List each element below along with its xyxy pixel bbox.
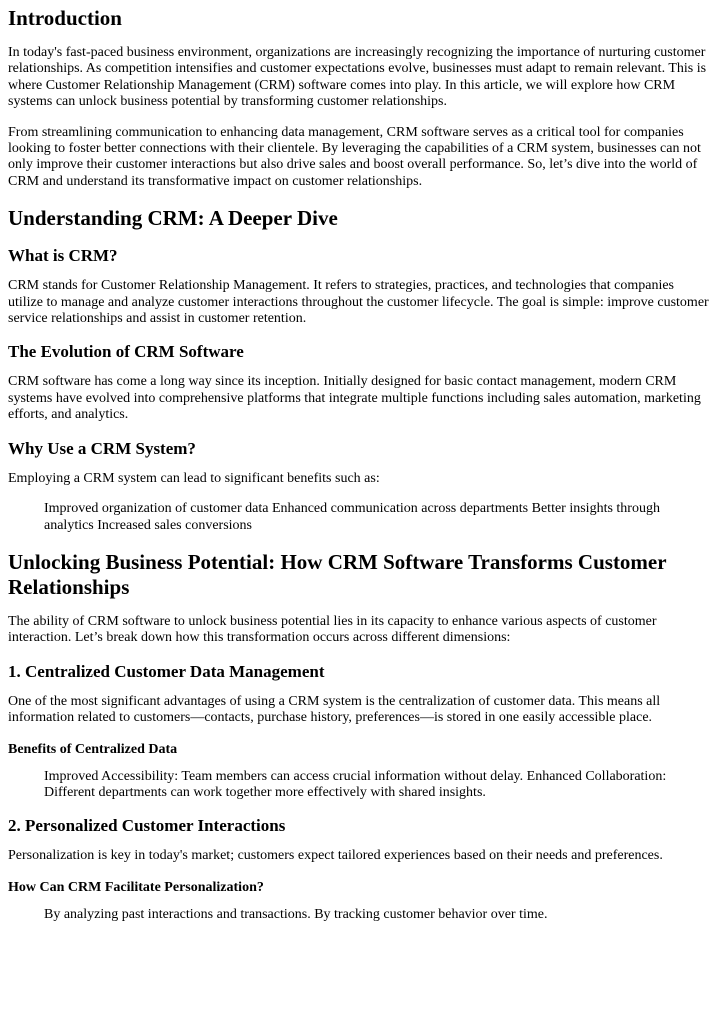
- centralized-benefits-heading: Benefits of Centralized Data: [8, 741, 178, 757]
- understanding-heading: Understanding CRM: A Deeper Dive: [8, 206, 338, 231]
- centralized-heading: 1. Centralized Customer Data Management: [8, 661, 325, 681]
- evolution-text: CRM software has come a long way since its inception. Initially designed for basic contact management, modern CRM systems have evolved into comprehensive platforms that integrate multiple functions including sales automation, marketing efforts, and analytics.: [8, 374, 701, 423]
- centralized-benefits-quote: Improved Accessibility: Team members can access crucial information without delay. Enhanced Collaboration: Different departments can work together more effectively with shared insights.: [44, 768, 667, 800]
- article: [0, 6, 720, 923]
- why-use-heading: Why Use a CRM System?: [8, 438, 196, 458]
- personalized-text: Personalization is key in today's market; customers expect tailored experiences based on their needs and preferences.: [8, 848, 663, 864]
- unlocking-heading: Unlocking Business Potential: How CRM Software Transforms Customer Relationships: [8, 549, 667, 599]
- why-use-text: Employing a CRM system can lead to significant benefits such as:: [8, 470, 380, 486]
- what-is-crm-text: CRM stands for Customer Relationship Management. It refers to strategies, practices, and technologies that companies utilize to manage and analyze customer interactions throughout the customer lifecycle. The goal is simple: improve customer service relationships and assist in customer retention.: [8, 278, 709, 327]
- intro-paragraph: In today's fast-paced business environment, organizations are increasingly recognizing the importance of nurturing customer relationships. As competition intensifies and customer expectations evolve, businesses must adapt to remain relevant. This is where Customer Relationship Management (CRM) software comes into play. In this article, we will explore how CRM systems can unlock business potential by transforming customer relationships.: [8, 45, 707, 110]
- what-is-crm-heading: What is CRM?: [8, 246, 118, 266]
- centralized-text: One of the most significant advantages of using a CRM system is the centralization of customer data. This means all information related to customers—contacts, purchase history, preferences—is stored in one easily accessible place.: [8, 693, 661, 726]
- personalized-heading: 2. Personalized Customer Interactions: [8, 816, 286, 836]
- evolution-heading: The Evolution of CRM Software: [8, 342, 244, 362]
- intro-heading: Introduction: [8, 6, 122, 30]
- personalization-how-quote: By analyzing past interactions and transactions. By tracking customer behavior over time.: [44, 906, 548, 922]
- intro-paragraph: From streamlining communication to enhancing data management, CRM software serves as a critical tool for companies looking to foster better connections with their clientele. By leveraging the capabilities of a CRM system, businesses can not only improve their customer interactions but also drive sales and boost overall performance. So, let’s dive into the world of CRM and understand its transformative impact on customer relationships.: [8, 124, 701, 189]
- why-use-benefits-quote: Improved organization of customer data Enhanced communication across departments Better insights through analytics Increased sales conversions: [44, 501, 660, 533]
- unlocking-text: The ability of CRM software to unlock business potential lies in its capacity to enhance various aspects of customer interaction. Let’s break down how this transformation occurs across different dimensions:: [8, 613, 657, 646]
- personalization-how-heading: How Can CRM Facilitate Personalization?: [8, 879, 264, 895]
